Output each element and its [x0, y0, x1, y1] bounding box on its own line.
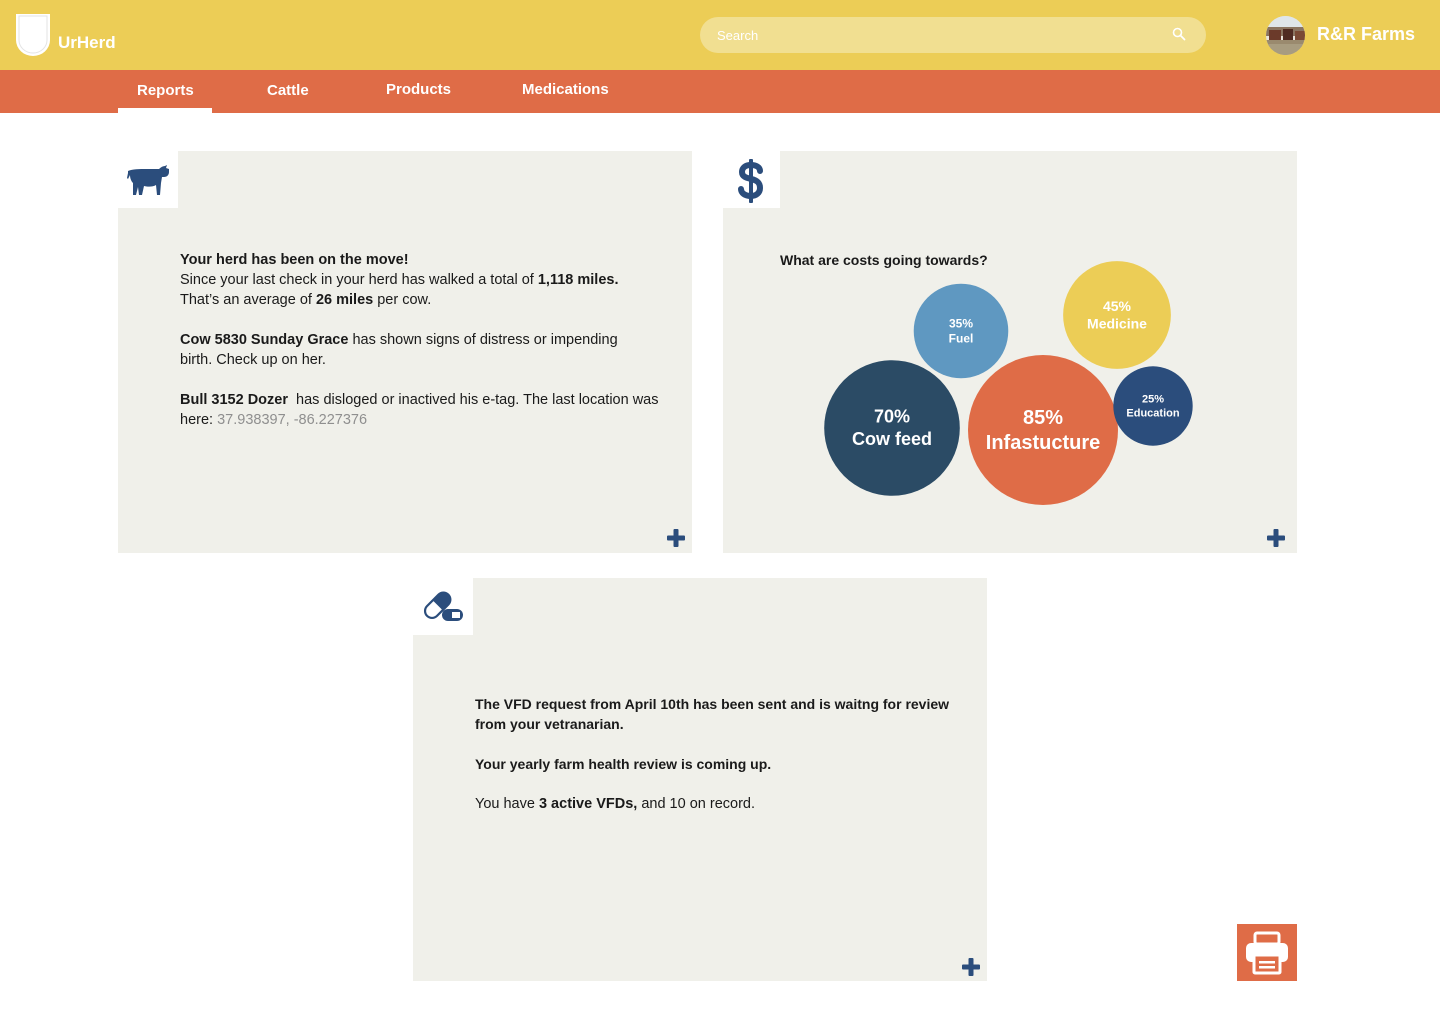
active-value[interactable]: 3 active VFDs,	[538, 796, 638, 812]
costs-bubble-chart	[723, 151, 1297, 553]
active-tab-indicator	[118, 108, 212, 113]
bubble-infastucture[interactable]	[968, 355, 1118, 505]
active-suffix: and 10 on record.	[637, 796, 755, 812]
bubble-value-label: 85%	[1022, 407, 1064, 429]
avg-value: 26 miles	[315, 292, 374, 308]
main-nav	[0, 70, 1440, 113]
bull-alert	[180, 390, 663, 430]
walk-prefix: Since your last check in your herd has walked a total of	[180, 272, 538, 288]
logo-shield-icon[interactable]	[16, 14, 50, 56]
active-prefix: You have	[475, 796, 539, 812]
search-input[interactable]: Search	[717, 28, 759, 43]
bubble-value-label: 25%	[1141, 393, 1165, 406]
cow-alert	[180, 330, 650, 370]
active-vfds-message	[475, 794, 755, 814]
tab-products[interactable]: Products	[386, 81, 452, 98]
farm-photo-icon	[1266, 16, 1305, 55]
herd-report-card	[118, 151, 692, 553]
bubble-category-label: Fuel	[948, 331, 974, 346]
printer-icon	[1244, 931, 1290, 975]
tab-medications[interactable]: Medications	[522, 81, 609, 98]
bubble-category-label: Cow feed	[851, 429, 933, 450]
cow-icon	[126, 163, 170, 197]
tab-cattle[interactable]: Cattle	[267, 82, 309, 99]
bull-coordinates[interactable]: 37.938397, -86.227376	[217, 412, 368, 428]
bubble-education[interactable]	[1113, 366, 1192, 445]
top-bar	[0, 0, 1440, 70]
herd-walk-summary	[180, 270, 650, 290]
bubble-value-label: 70%	[873, 406, 911, 427]
search-bar[interactable]	[700, 17, 1206, 53]
bull-name[interactable]: Bull 3152 Dozer	[180, 392, 288, 408]
avatar[interactable]	[1266, 16, 1305, 55]
avg-suffix: per cow.	[373, 292, 432, 308]
cow-name[interactable]: Cow 5830 Sunday Grace	[180, 332, 349, 348]
expand-plus-icon[interactable]	[962, 958, 980, 976]
print-button[interactable]	[1237, 924, 1297, 981]
herd-headline: Your herd has been on the move!	[180, 252, 409, 268]
bubble-value-label: 45%	[1102, 297, 1132, 314]
tab-reports[interactable]: Reports	[137, 82, 194, 99]
expand-plus-icon[interactable]	[667, 529, 685, 547]
costs-chart-title: What are costs going towards?	[780, 252, 988, 268]
expand-plus-icon[interactable]	[1267, 529, 1285, 547]
costs-report-card	[723, 151, 1297, 553]
bubble-cow-feed[interactable]	[824, 360, 960, 496]
herd-average	[180, 290, 431, 310]
bubble-category-label: Education	[1126, 407, 1180, 420]
bubble-value-label: 35%	[948, 316, 974, 331]
app-logo-text[interactable]: UrHerd	[58, 33, 116, 52]
avg-prefix: That’s an average of	[180, 292, 316, 308]
bubble-category-label: Medicine	[1087, 315, 1147, 332]
vfd-request-message: The VFD request from April 10th has been sent and is waitng for review from your vetranarian.	[475, 696, 950, 732]
bull-message: has disloged or inactived his e-tag. The last location was here:	[180, 392, 663, 428]
farm-name[interactable]: R&R Farms	[1317, 24, 1416, 44]
medications-report-card	[413, 578, 987, 981]
cow-message: has shown signs of distress or impending birth. Check up on her.	[180, 332, 618, 368]
pill-icon	[422, 587, 464, 625]
bubble-category-label: Infastucture	[985, 432, 1101, 454]
search-icon[interactable]	[1172, 27, 1186, 41]
walk-total: 1,118 miles.	[537, 272, 619, 288]
health-review-message: Your yearly farm health review is coming up.	[475, 756, 772, 772]
